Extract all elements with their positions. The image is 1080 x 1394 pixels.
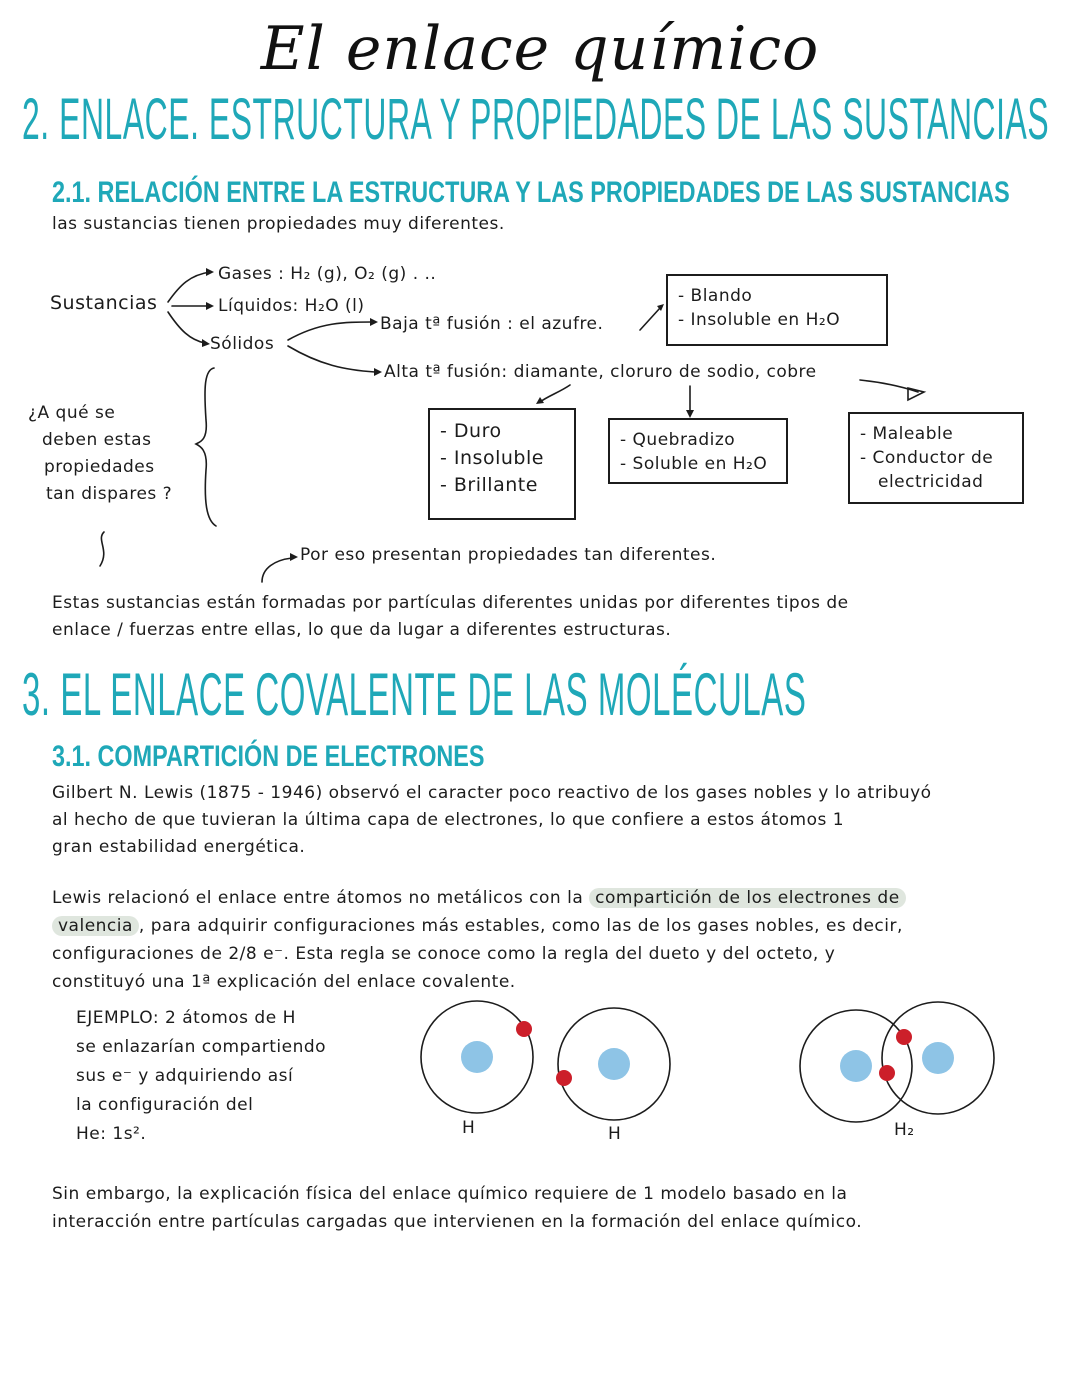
question-line: propiedades — [44, 457, 155, 477]
property-line: - Insoluble en H₂O — [678, 310, 841, 330]
property-line: - Soluble en H₂O — [620, 454, 768, 474]
property-line: - Maleable — [860, 424, 954, 444]
question-line: deben estas — [42, 430, 152, 450]
example-line: se enlazarían compartiendo — [76, 1037, 327, 1057]
paragraph-line: configuraciones de 2/8 e⁻. Esta regla se conoce como la regla del dueto y del octeto, y — [52, 944, 836, 964]
example-line: EJEMPLO: 2 átomos de H — [76, 1008, 296, 1028]
property-line: - Brillante — [440, 474, 538, 496]
intro-text: las sustancias tienen propiedades muy diferentes. — [52, 214, 505, 234]
property-line: - Insoluble — [440, 447, 544, 469]
electron — [556, 1070, 572, 1086]
electron — [879, 1065, 895, 1081]
section-2-heading: 2. ENLACE. ESTRUCTURA Y PROPIEDADES DE LAS SUSTANCIAS — [22, 87, 1050, 152]
property-line: - Duro — [440, 420, 502, 442]
question-line: tan dispares ? — [46, 484, 173, 504]
electron — [516, 1021, 532, 1037]
highlighted-text: compartición de los electrones de — [589, 888, 906, 908]
electron — [896, 1029, 912, 1045]
node-sustancias: Sustancias — [50, 292, 158, 314]
closing-paragraph — [52, 1180, 862, 1236]
paragraph-line: al hecho de que tuvieran la última capa de electrones, lo que confiere a estos átomos 1 — [52, 810, 845, 830]
question-line: ¿A qué se — [28, 403, 116, 423]
section-3-1-heading: 3.1. COMPARTICIÓN DE ELECTRONES — [52, 740, 485, 773]
highlighted-text: valencia — [52, 916, 139, 936]
property-line: - Blando — [678, 286, 753, 306]
paragraph-line: Gilbert N. Lewis (1875 - 1946) observó el caracter poco reactivo de los gases nobles y lo atribuyó — [52, 783, 932, 803]
property-line: electricidad — [878, 472, 984, 492]
paragraph-line: interacción entre partículas cargadas que intervienen en la formación del enlace químico. — [52, 1212, 863, 1232]
section-3-heading: 3. EL ENLACE COVALENTE DE LAS MOLÉCULAS — [22, 661, 807, 728]
atom-label-h: H — [608, 1124, 622, 1144]
node-gases: Gases : H₂ (g), O₂ (g) . .. — [218, 264, 437, 284]
paragraph-line: Estas sustancias están formadas por partículas diferentes unidas por diferentes tipos de — [52, 593, 849, 613]
example-line: sus e⁻ y adquiriendo así — [76, 1066, 294, 1086]
example-line: la configuración del — [76, 1095, 254, 1115]
answer-text: Por eso presentan propiedades tan diferentes. — [300, 545, 717, 565]
node-alta-fusion: Alta tª fusión: diamante, cloruro de sodio, cobre — [384, 362, 817, 382]
paragraph-line: constituyó una 1ª explicación del enlace covalente. — [52, 972, 516, 992]
nucleus — [598, 1048, 630, 1080]
nucleus — [840, 1050, 872, 1082]
molecule-label-h2: H₂ — [894, 1120, 915, 1140]
node-solidos: Sólidos — [210, 334, 275, 354]
node-liquidos: Líquidos: H₂O (l) — [218, 296, 365, 316]
text-span: , para adquirir configuraciones más estables, como las de los gases nobles, es decir, — [138, 916, 903, 936]
paragraph-line: Sin embargo, la explicación física del enlace químico requiere de 1 modelo basado en la — [52, 1184, 848, 1204]
paragraph-line: enlace / fuerzas entre ellas, lo que da lugar a diferentes estructuras. — [52, 620, 672, 640]
atom-label-h: H — [462, 1118, 476, 1138]
paragraph-line: gran estabilidad energética. — [52, 837, 306, 857]
page-title: El enlace químico — [260, 14, 820, 84]
nucleus — [461, 1041, 493, 1073]
nucleus — [922, 1042, 954, 1074]
node-baja-fusion: Baja tª fusión : el azufre. — [380, 314, 604, 334]
text-span: Lewis relacionó el enlace entre átomos no metálicos con la — [52, 888, 584, 908]
property-line: - Conductor de — [860, 448, 994, 468]
property-line: - Quebradizo — [620, 430, 736, 450]
section-2-1-heading: 2.1. RELACIÓN ENTRE LA ESTRUCTURA Y LAS PROPIEDADES DE LAS SUSTANCIAS — [52, 176, 1010, 209]
example-line: He: 1s². — [76, 1124, 147, 1144]
